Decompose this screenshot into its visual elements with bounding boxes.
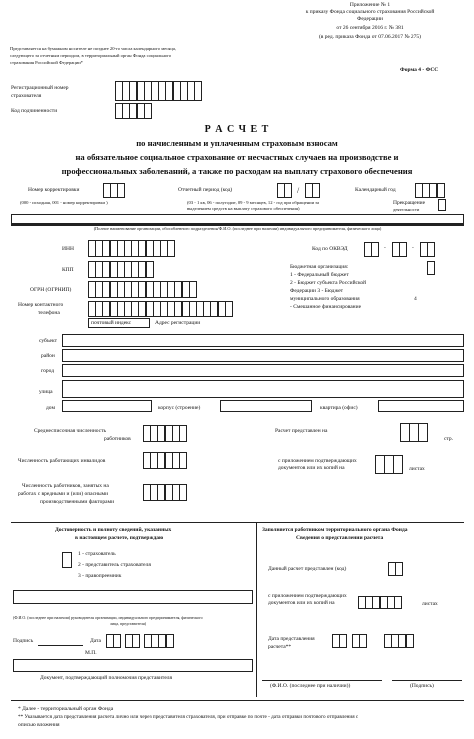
avg-label-2: работников [104, 436, 131, 442]
budget-l5: - Смешанное финансирование [290, 304, 362, 310]
ogrn-cells[interactable] [88, 281, 196, 298]
appendix-line2: к приказу Фонда социального страхования Российской [305, 9, 435, 15]
okved-cells-3[interactable] [420, 242, 434, 257]
apartment-label: квартира (офис) [320, 405, 358, 411]
org-name-hint: (Полное наименование организации, обособленного подразделения/Ф.И.О. (последнее при наличии) индивидуального предпринимателя, физического лица) [93, 226, 382, 231]
inn-label: ИНН [62, 246, 74, 252]
date-day-cells[interactable] [106, 634, 120, 648]
avg-cells[interactable] [143, 425, 186, 442]
okved-cells-2[interactable] [392, 242, 406, 257]
house-field[interactable] [62, 400, 152, 412]
ogrn-label: ОГРН (ОГРНИП) [30, 287, 72, 293]
report-hint-1: (03 - 1 кв, 06 - полугодие, 09 - 9 месяцев, 12 - год при обращении за [187, 200, 320, 205]
title-line4: профессиональных заболеваний, а также по расходам на выплату страхового обеспечения [61, 166, 413, 176]
budget-l1: 1 - Федеральный бюджет [290, 272, 349, 278]
fund-attach-1: с приложением подтверждающих [268, 593, 347, 599]
attach-label-2: документов или их копий на [278, 465, 345, 471]
house-label: дом [46, 405, 55, 411]
signer-opt-3: 3 - правопреемник [78, 573, 122, 579]
signer-opt-1: 1 - страхователь [78, 551, 116, 557]
signer-name-field[interactable] [13, 590, 253, 604]
inn-cells[interactable] [88, 240, 174, 257]
title-line3: на обязательное социальное страхование от несчастных случаев на производстве и [75, 152, 399, 162]
phone-label-2: телефона [38, 310, 60, 316]
stop-label-1: Прекращение [393, 200, 426, 206]
signer-name-hint-1: (Ф.И.О. (последнее при наличии) руководителя организации, индивидуального предпринимателя, физического [13, 615, 203, 620]
fund-attach-unit: листах [422, 601, 438, 607]
okved-cells-1[interactable] [364, 242, 378, 257]
reg-number-label-1: Регистрационный номер [11, 85, 69, 91]
submitted-cells[interactable] [388, 562, 402, 576]
city-label: город [41, 368, 55, 374]
budget-l4: муниципального образования [290, 296, 360, 302]
fund-fio-line[interactable] [262, 680, 382, 681]
fund-sign-hint: (Подпись) [410, 683, 434, 689]
report-period-cells[interactable] [277, 183, 291, 198]
notice-line1: Представляется на бумажном носителе не позднее 20-го числа календарного месяца, [10, 46, 177, 51]
district-field[interactable] [62, 349, 464, 362]
appendix-line5: (в ред. приказа Фонда от 07.06.2017 № 275) [318, 34, 422, 40]
date-year-cells[interactable] [144, 634, 173, 648]
pages-label: Расчет представлен на [275, 428, 328, 434]
report-period-slash: / [297, 186, 300, 195]
building-field[interactable] [220, 400, 312, 412]
signature-line[interactable] [38, 645, 83, 646]
budget-l3: Федерации 3 - Бюджет [290, 288, 344, 294]
date-month-cells[interactable] [125, 634, 139, 648]
correction-hint: (000 - исходная, 001 - номер корректировки ) [20, 200, 108, 205]
attach-unit: листах [409, 466, 425, 472]
reg-number-cells[interactable] [115, 81, 201, 101]
building-label: корпус (строение) [158, 405, 201, 411]
kpp-cells[interactable] [88, 261, 153, 278]
subject-label: субъект [39, 338, 57, 344]
confirm-header-2: в настоящем расчете, подтверждаю [75, 535, 164, 541]
pages-unit: стр. [444, 436, 454, 442]
notice-line3: страхования Российской Федерации* [10, 60, 83, 65]
reg-address-label: Адрес регистрации [155, 320, 201, 326]
year-label: Календарный год [355, 187, 396, 193]
fund-sign-line[interactable] [392, 680, 462, 681]
sub-code-cells[interactable] [115, 103, 151, 119]
correction-label: Номер корректировки [28, 187, 80, 193]
subject-field[interactable] [62, 334, 464, 347]
harmful-label-3: производственными факторами [40, 499, 115, 505]
attach-cells[interactable] [375, 455, 403, 474]
power-doc-field[interactable] [13, 659, 253, 672]
harmful-label-1: Численность работников, занятых на [22, 483, 109, 489]
fund-date-1: Дата представления [268, 636, 315, 642]
fund-attach-2: документов или их копий на [268, 600, 335, 606]
signature-label: Подпись [13, 638, 34, 644]
submitted-label: Данный расчет представлен (код) [268, 566, 347, 572]
postal-index-label: почтовый индекс [91, 320, 132, 326]
org-name-row-1[interactable] [11, 214, 464, 224]
okved-label: Код по ОКВЭД [312, 246, 348, 252]
signer-type-cell[interactable] [62, 552, 72, 568]
fund-date-day[interactable] [332, 634, 346, 648]
power-doc-label: Документ, подтверждающий полномочия представителя [40, 675, 173, 681]
report-period-label: Отчетный период (код) [178, 187, 233, 193]
title-line2: по начисленным и уплаченным страховым взносам [136, 138, 338, 148]
street-field[interactable] [62, 380, 464, 398]
fund-date-month[interactable] [352, 634, 366, 648]
form-name: Форма 4 - ФСС [400, 67, 439, 73]
footnote-divider [11, 700, 464, 701]
budget-l4b: 4 [414, 296, 417, 302]
fund-fio-hint: (Ф.И.О. (последнее при наличии)) [270, 683, 351, 689]
footnote-1: * Далее - территориальный орган Фонда [18, 706, 114, 712]
apartment-field[interactable] [378, 400, 464, 412]
date-label: Дата [90, 638, 101, 644]
footnote-2: ** Указывается дата представления расчета лично или через представителя страхователя, при отправке по почте - дата отправки почтового отправления с [18, 714, 359, 720]
city-field[interactable] [62, 364, 464, 377]
district-label: район [41, 353, 55, 359]
kpp-label: КПП [62, 267, 74, 273]
fund-date-year[interactable] [384, 634, 413, 648]
fund-header-2: Сведения о представлении расчета [296, 535, 384, 541]
okved-dash-2: - [412, 245, 414, 251]
appendix-line4: от 26 сентября 2016 г. № 381 [336, 25, 404, 31]
okved-dash-1: - [384, 245, 386, 251]
disabled-cells[interactable] [143, 452, 186, 469]
sub-code-label: Код подчиненности [11, 108, 58, 114]
signer-opt-2: 2 - представитель страхователя [78, 562, 151, 568]
harmful-cells[interactable] [143, 484, 186, 501]
avg-label-1: Среднесписочная численность [34, 428, 107, 434]
bottom-mid-divider [256, 522, 257, 697]
street-label: улица [39, 389, 53, 395]
attach-label-1: с приложением подтверждающих [278, 458, 357, 464]
bottom-top-divider [11, 522, 464, 523]
fund-date-2: расчета** [268, 644, 292, 650]
budget-title: Бюджетная организация: [290, 264, 349, 270]
phone-label-1: Номер контактного [18, 302, 64, 308]
confirm-header-1: Достоверность и полноту сведений, указанных [55, 527, 172, 533]
fund-attach-cells[interactable] [358, 596, 401, 609]
pages-cells[interactable] [400, 423, 428, 442]
disabled-label: Численность работающих инвалидов [18, 458, 106, 464]
budget-l2: 2 - Бюджет субъекта Российской [290, 280, 367, 286]
report-hint-2: выделением средств на выплату страхового обеспечения) [187, 206, 300, 211]
mp-label: М.П. [85, 650, 97, 656]
report-period-cells-2[interactable] [305, 183, 319, 198]
harmful-label-2: работах с вредными и (или) опасными [18, 491, 109, 497]
signer-name-hint-2: лица, представителя) [110, 621, 147, 626]
okved-cell-4[interactable] [427, 261, 434, 275]
reg-number-label-2: страхователя [11, 93, 42, 99]
title-line1: Р А С Ч Е Т [204, 124, 270, 135]
fund-header-1: Заполняется работником территориального органа Фонда [262, 527, 408, 533]
correction-cells[interactable] [103, 183, 125, 198]
phone-cells[interactable] [88, 301, 232, 317]
appendix-line3: Федерации [357, 16, 383, 22]
stop-label-2: деятельности [393, 207, 420, 212]
year-cells[interactable] [415, 183, 444, 198]
footnote-3: описью вложения [18, 722, 60, 728]
notice-line2: следующего за отчетным периодом, в территориальный орган Фонда социального [10, 53, 172, 58]
appendix-line1: Приложение № 1 [349, 2, 391, 8]
stop-cell[interactable] [438, 199, 445, 211]
